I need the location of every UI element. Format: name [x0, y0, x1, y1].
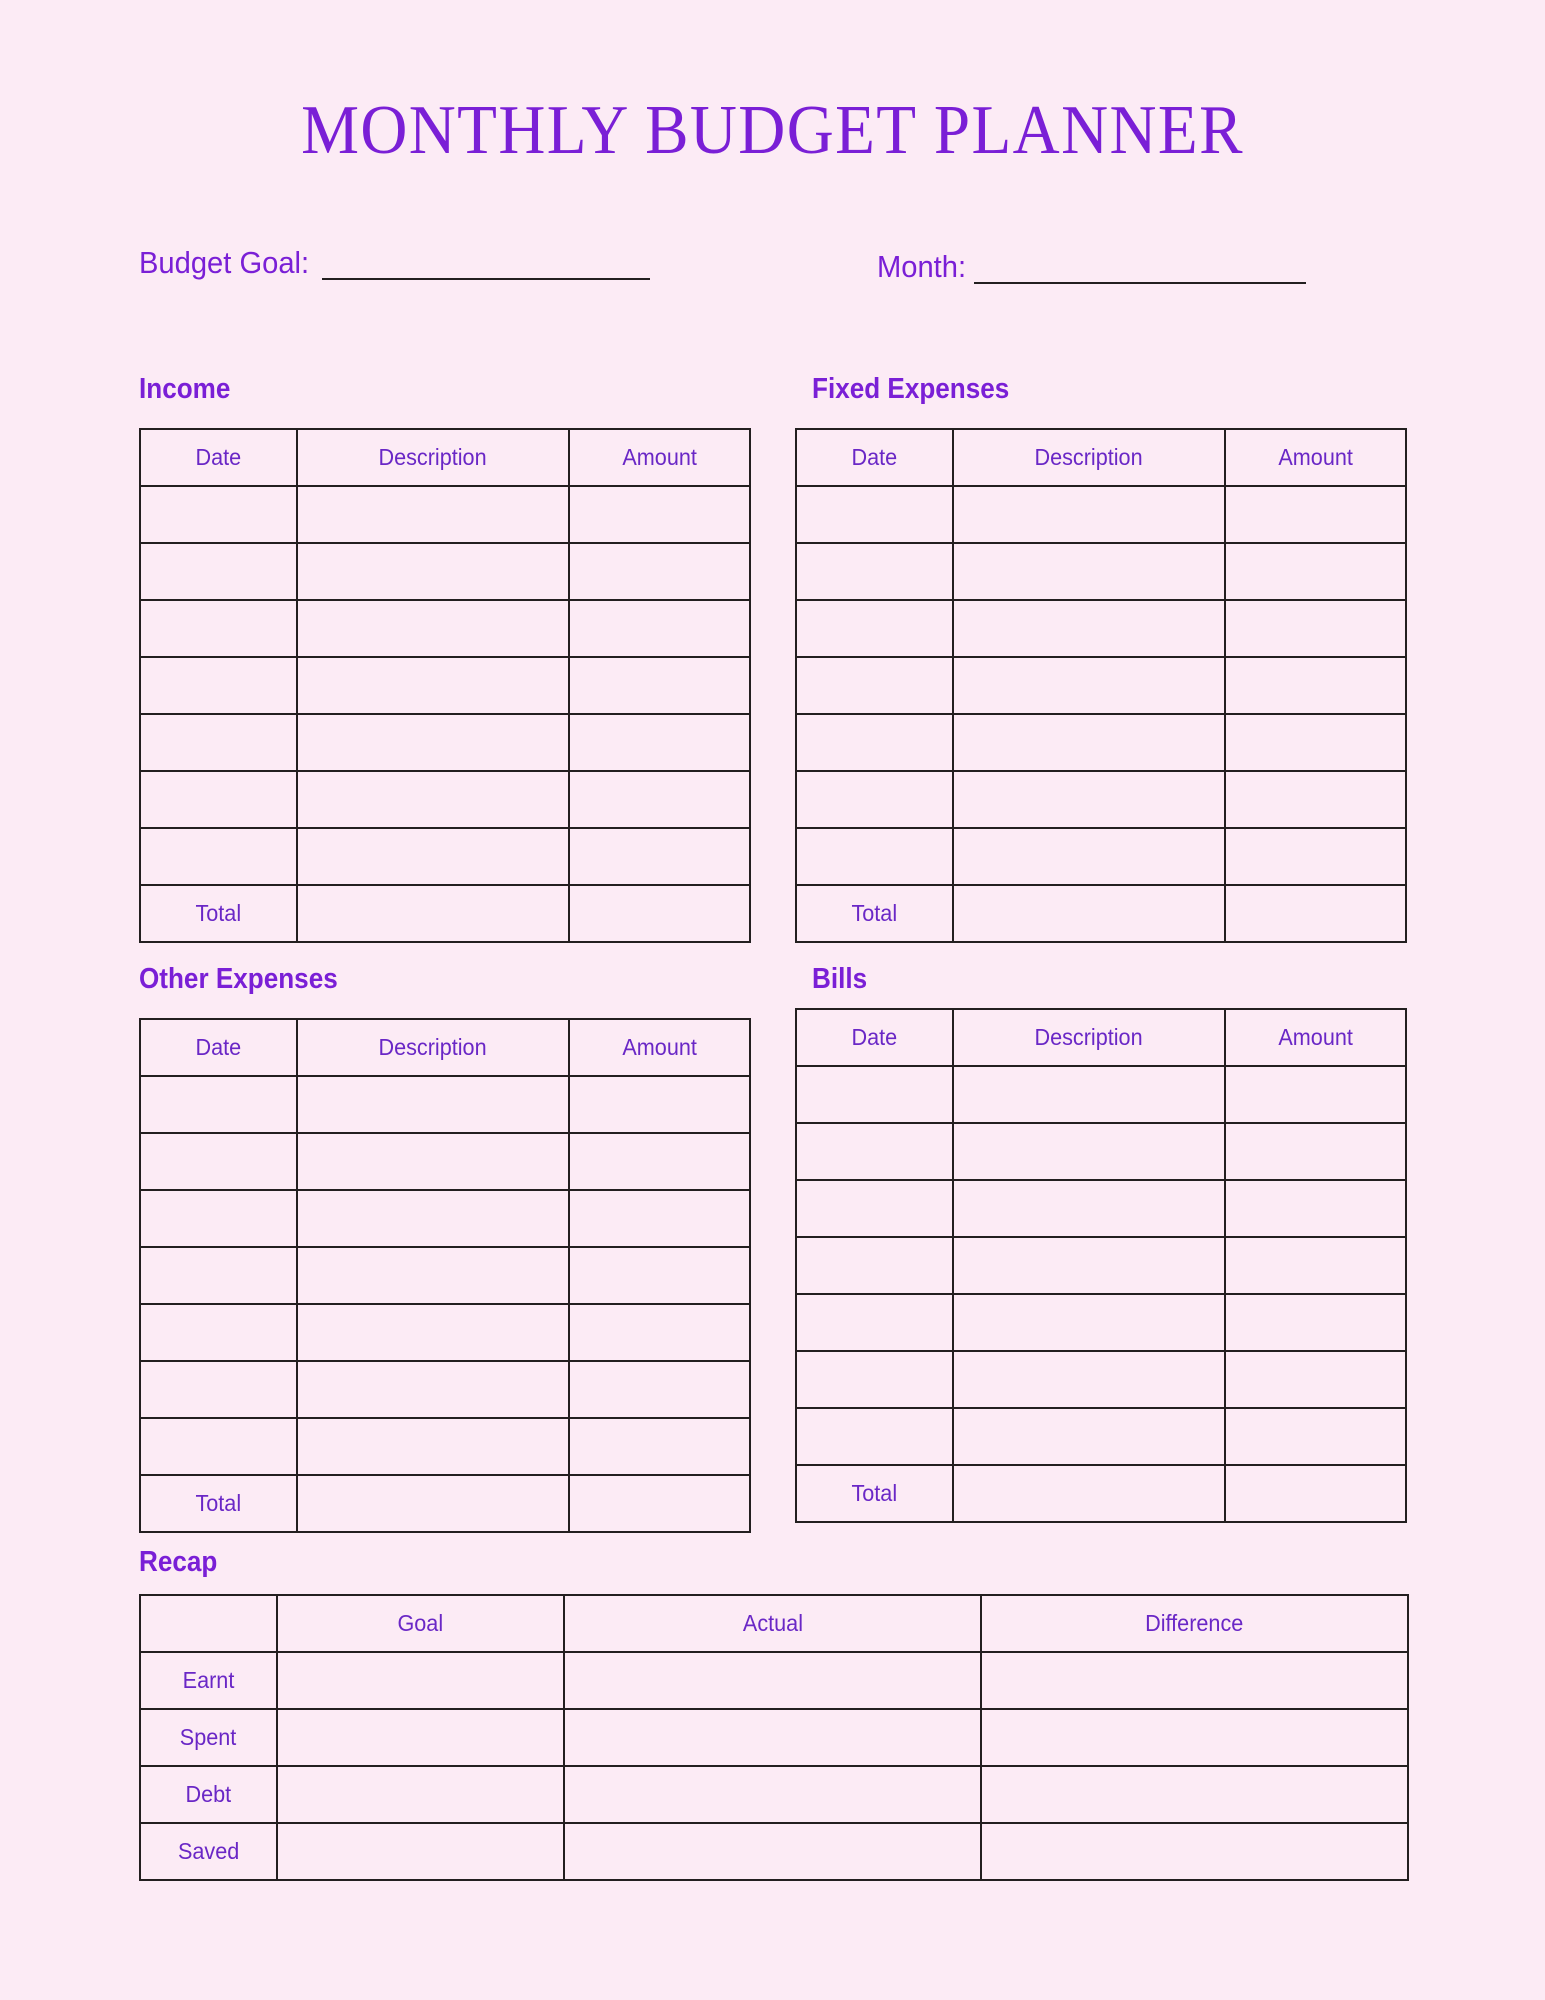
cell-date[interactable]: [140, 828, 297, 885]
section-heading-other-expenses: Other Expenses: [139, 963, 338, 995]
column-header-amount: Amount: [569, 1019, 750, 1076]
cell-description[interactable]: [297, 1418, 569, 1475]
table-row[interactable]: [140, 657, 750, 714]
table-recap[interactable]: [139, 1594, 1409, 1881]
table-row[interactable]: [140, 1247, 750, 1304]
table-fixed-expenses[interactable]: [795, 428, 1407, 943]
cell-amount[interactable]: [1225, 1180, 1406, 1237]
column-header-amount: Amount: [1225, 429, 1406, 486]
table-total-row[interactable]: [140, 1475, 750, 1532]
table-row[interactable]: [140, 1652, 1408, 1709]
cell-date[interactable]: [140, 714, 297, 771]
cell-amount[interactable]: [1225, 543, 1406, 600]
cell-amount[interactable]: [569, 1418, 750, 1475]
cell-difference[interactable]: [981, 1823, 1408, 1880]
cell-amount[interactable]: [569, 771, 750, 828]
table-row[interactable]: [140, 771, 750, 828]
column-header-date: Date: [796, 1009, 953, 1066]
cell-actual[interactable]: [564, 1709, 981, 1766]
cell-goal[interactable]: [277, 1652, 564, 1709]
cell-description[interactable]: [297, 1361, 569, 1418]
cell-description[interactable]: [297, 657, 569, 714]
column-header-description: Description: [297, 429, 569, 486]
cell-description[interactable]: [297, 1247, 569, 1304]
cell-description[interactable]: [297, 1190, 569, 1247]
column-header-amount: Amount: [569, 429, 750, 486]
cell-description[interactable]: [297, 600, 569, 657]
cell-date[interactable]: [140, 486, 297, 543]
table-header-row: [140, 1019, 750, 1076]
cell-amount[interactable]: [569, 486, 750, 543]
cell-amount[interactable]: [569, 657, 750, 714]
table-row[interactable]: [796, 600, 1406, 657]
cell-date[interactable]: [796, 714, 953, 771]
cell-amount[interactable]: [1225, 1294, 1406, 1351]
cell-date[interactable]: [796, 486, 953, 543]
table-row[interactable]: [140, 1076, 750, 1133]
table-row[interactable]: [796, 486, 1406, 543]
section-heading-recap: Recap: [139, 1546, 218, 1578]
total-label: Total: [140, 885, 297, 942]
cell-description[interactable]: [297, 1304, 569, 1361]
column-header-blank: [140, 1595, 277, 1652]
table-header-row: [796, 429, 1406, 486]
cell-description[interactable]: [953, 600, 1225, 657]
cell-date[interactable]: [140, 771, 297, 828]
cell-date[interactable]: [796, 600, 953, 657]
cell-description[interactable]: [297, 1133, 569, 1190]
cell-actual[interactable]: [564, 1823, 981, 1880]
table-row[interactable]: [796, 1294, 1406, 1351]
table-total-row[interactable]: [796, 885, 1406, 942]
column-header-date: Date: [140, 429, 297, 486]
month-label: Month:: [877, 249, 967, 284]
total-description[interactable]: [297, 1475, 569, 1532]
row-label-debt: Debt: [140, 1766, 277, 1823]
section-heading-income: Income: [139, 373, 231, 405]
column-header-description: Description: [953, 429, 1225, 486]
column-header-description: Description: [953, 1009, 1225, 1066]
cell-date[interactable]: [140, 657, 297, 714]
column-header-date: Date: [796, 429, 953, 486]
column-header-amount: Amount: [1225, 1009, 1406, 1066]
table-row[interactable]: [796, 543, 1406, 600]
cell-amount[interactable]: [569, 828, 750, 885]
cell-description[interactable]: [953, 1237, 1225, 1294]
column-header-description: Description: [297, 1019, 569, 1076]
total-amount[interactable]: [569, 1475, 750, 1532]
cell-date[interactable]: [796, 828, 953, 885]
column-header-difference: Difference: [981, 1595, 1408, 1652]
budget-goal-label: Budget Goal:: [139, 245, 310, 280]
cell-goal[interactable]: [277, 1709, 564, 1766]
cell-description[interactable]: [297, 828, 569, 885]
cell-description[interactable]: [953, 714, 1225, 771]
table-income[interactable]: [139, 428, 751, 943]
cell-description[interactable]: [953, 1180, 1225, 1237]
table-row[interactable]: [140, 1709, 1408, 1766]
cell-date[interactable]: [796, 1294, 953, 1351]
cell-description[interactable]: [953, 1066, 1225, 1123]
cell-date[interactable]: [140, 1076, 297, 1133]
table-row[interactable]: [796, 828, 1406, 885]
table-row[interactable]: [140, 600, 750, 657]
table-row[interactable]: [796, 1066, 1406, 1123]
cell-description[interactable]: [953, 543, 1225, 600]
section-heading-bills: Bills: [812, 963, 868, 995]
cell-date[interactable]: [140, 1190, 297, 1247]
table-header-row: [140, 1595, 1408, 1652]
table-other-expenses[interactable]: [139, 1018, 751, 1533]
column-header-date: Date: [140, 1019, 297, 1076]
cell-goal[interactable]: [277, 1766, 564, 1823]
cell-description[interactable]: [953, 1294, 1225, 1351]
budget-goal-input[interactable]: [322, 278, 650, 280]
cell-amount[interactable]: [569, 714, 750, 771]
total-label: Total: [796, 885, 953, 942]
total-amount[interactable]: [1225, 885, 1406, 942]
cell-date[interactable]: [796, 1180, 953, 1237]
cell-date[interactable]: [796, 1237, 953, 1294]
cell-description[interactable]: [297, 771, 569, 828]
table-row[interactable]: [140, 828, 750, 885]
cell-amount[interactable]: [569, 600, 750, 657]
cell-actual[interactable]: [564, 1652, 981, 1709]
cell-date[interactable]: [140, 1361, 297, 1418]
cell-description[interactable]: [297, 1076, 569, 1133]
cell-date[interactable]: [796, 1066, 953, 1123]
table-total-row[interactable]: [140, 885, 750, 942]
table-row[interactable]: [140, 1823, 1408, 1880]
table-row[interactable]: [796, 1237, 1406, 1294]
table-row[interactable]: [140, 1133, 750, 1190]
header-fields: [139, 228, 1409, 282]
cell-actual[interactable]: [564, 1766, 981, 1823]
cell-date[interactable]: [140, 1133, 297, 1190]
row-label-earnt: Earnt: [140, 1652, 277, 1709]
cell-amount[interactable]: [569, 1361, 750, 1418]
cell-description[interactable]: [953, 771, 1225, 828]
cell-amount[interactable]: [569, 1076, 750, 1133]
cell-amount[interactable]: [569, 1190, 750, 1247]
cell-amount[interactable]: [1225, 1066, 1406, 1123]
cell-description[interactable]: [953, 657, 1225, 714]
cell-amount[interactable]: [1225, 1237, 1406, 1294]
cell-difference[interactable]: [981, 1766, 1408, 1823]
table-row[interactable]: [796, 771, 1406, 828]
table-row[interactable]: [140, 486, 750, 543]
cell-date[interactable]: [140, 1304, 297, 1361]
row-label-spent: Spent: [140, 1709, 277, 1766]
cell-date[interactable]: [796, 1123, 953, 1180]
cell-amount[interactable]: [1225, 1351, 1406, 1408]
table-row[interactable]: [140, 1418, 750, 1475]
total-label: Total: [796, 1465, 953, 1522]
table-row[interactable]: [796, 657, 1406, 714]
cell-date[interactable]: [140, 1418, 297, 1475]
budget-goal-field[interactable]: [139, 228, 650, 282]
total-description[interactable]: [297, 885, 569, 942]
total-label: Total: [140, 1475, 297, 1532]
section-heading-fixed-expenses: Fixed Expenses: [812, 373, 1010, 405]
table-row[interactable]: [140, 1766, 1408, 1823]
column-header-goal: Goal: [277, 1595, 564, 1652]
cell-amount[interactable]: [569, 543, 750, 600]
table-header-row: [140, 429, 750, 486]
cell-amount[interactable]: [569, 1304, 750, 1361]
cell-difference[interactable]: [981, 1652, 1408, 1709]
table-row[interactable]: [796, 1180, 1406, 1237]
month-input[interactable]: [974, 282, 1306, 284]
cell-date[interactable]: [140, 600, 297, 657]
page-title: MONTHLY BUDGET PLANNER: [301, 92, 1244, 169]
cell-amount[interactable]: [1225, 657, 1406, 714]
table-row[interactable]: [796, 714, 1406, 771]
total-amount[interactable]: [569, 885, 750, 942]
total-amount[interactable]: [1225, 1465, 1406, 1522]
month-field[interactable]: [877, 232, 1306, 286]
table-total-row[interactable]: [796, 1465, 1406, 1522]
cell-amount[interactable]: [569, 1247, 750, 1304]
table-row[interactable]: [140, 1190, 750, 1247]
cell-description[interactable]: [297, 543, 569, 600]
cell-description[interactable]: [297, 486, 569, 543]
row-label-saved: Saved: [140, 1823, 277, 1880]
total-description[interactable]: [953, 1465, 1225, 1522]
cell-amount[interactable]: [569, 1133, 750, 1190]
cell-amount[interactable]: [1225, 1123, 1406, 1180]
table-row[interactable]: [796, 1351, 1406, 1408]
cell-description[interactable]: [953, 828, 1225, 885]
cell-description[interactable]: [297, 714, 569, 771]
cell-goal[interactable]: [277, 1823, 564, 1880]
cell-date[interactable]: [796, 1408, 953, 1465]
table-bills[interactable]: [795, 1008, 1407, 1523]
cell-amount[interactable]: [1225, 828, 1406, 885]
cell-date[interactable]: [140, 1247, 297, 1304]
table-row[interactable]: [796, 1408, 1406, 1465]
column-header-actual: Actual: [564, 1595, 981, 1652]
cell-description[interactable]: [953, 1408, 1225, 1465]
cell-amount[interactable]: [1225, 486, 1406, 543]
cell-date[interactable]: [796, 771, 953, 828]
cell-date[interactable]: [796, 543, 953, 600]
table-row[interactable]: [796, 1123, 1406, 1180]
cell-difference[interactable]: [981, 1709, 1408, 1766]
cell-date[interactable]: [796, 1351, 953, 1408]
cell-amount[interactable]: [1225, 771, 1406, 828]
table-row[interactable]: [140, 543, 750, 600]
cell-amount[interactable]: [1225, 714, 1406, 771]
cell-date[interactable]: [796, 657, 953, 714]
table-header-row: [796, 1009, 1406, 1066]
cell-amount[interactable]: [1225, 1408, 1406, 1465]
cell-date[interactable]: [140, 543, 297, 600]
cell-description[interactable]: [953, 486, 1225, 543]
table-row[interactable]: [140, 714, 750, 771]
cell-description[interactable]: [953, 1123, 1225, 1180]
cell-description[interactable]: [953, 1351, 1225, 1408]
cell-amount[interactable]: [1225, 600, 1406, 657]
table-row[interactable]: [140, 1304, 750, 1361]
total-description[interactable]: [953, 885, 1225, 942]
table-row[interactable]: [140, 1361, 750, 1418]
